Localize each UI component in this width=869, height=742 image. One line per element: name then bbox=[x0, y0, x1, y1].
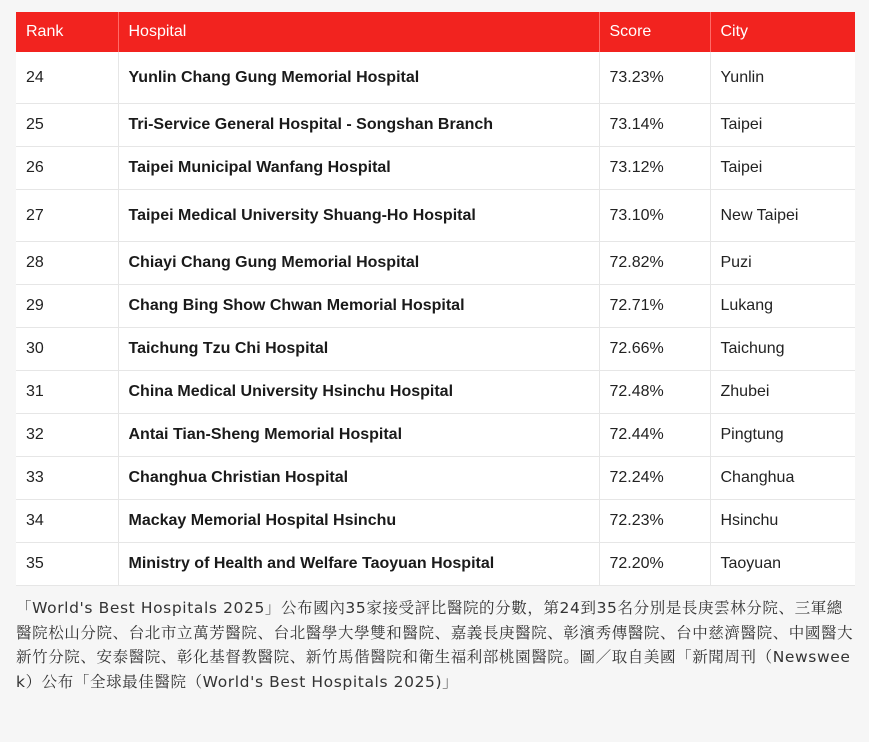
score-cell: 73.12% bbox=[599, 147, 710, 190]
table-row bbox=[16, 285, 855, 328]
hospital-cell: Taichung Tzu Chi Hospital bbox=[118, 328, 599, 371]
score-cell: 72.23% bbox=[599, 500, 710, 543]
score-cell: 73.23% bbox=[599, 52, 710, 104]
table-row bbox=[16, 242, 855, 285]
hospital-cell: Changhua Christian Hospital bbox=[118, 457, 599, 500]
city-cell: Hsinchu bbox=[710, 500, 855, 543]
table-row bbox=[16, 543, 855, 586]
rank-cell: 32 bbox=[16, 414, 118, 457]
table-row bbox=[16, 371, 855, 414]
table-row bbox=[16, 414, 855, 457]
rank-cell: 33 bbox=[16, 457, 118, 500]
rank-cell: 34 bbox=[16, 500, 118, 543]
city-cell: Taipei bbox=[710, 147, 855, 190]
hospital-cell: Chang Bing Show Chwan Memorial Hospital bbox=[118, 285, 599, 328]
city-cell: Changhua bbox=[710, 457, 855, 500]
score-cell: 72.48% bbox=[599, 371, 710, 414]
score-cell: 72.44% bbox=[599, 414, 710, 457]
ranking-table bbox=[16, 12, 855, 586]
header-rank: Rank bbox=[16, 12, 118, 52]
hospital-cell: Yunlin Chang Gung Memorial Hospital bbox=[118, 52, 599, 104]
score-cell: 72.20% bbox=[599, 543, 710, 586]
hospital-cell: Taipei Municipal Wanfang Hospital bbox=[118, 147, 599, 190]
hospital-cell: China Medical University Hsinchu Hospital bbox=[118, 371, 599, 414]
table-header bbox=[16, 12, 855, 52]
city-cell: Yunlin bbox=[710, 52, 855, 104]
rank-cell: 30 bbox=[16, 328, 118, 371]
city-cell: Pingtung bbox=[710, 414, 855, 457]
rank-cell: 26 bbox=[16, 147, 118, 190]
table-row bbox=[16, 104, 855, 147]
ranking-table-container bbox=[16, 12, 855, 586]
header-score: Score bbox=[599, 12, 710, 52]
city-cell: Lukang bbox=[710, 285, 855, 328]
hospital-cell: Ministry of Health and Welfare Taoyuan Hospital bbox=[118, 543, 599, 586]
rank-cell: 35 bbox=[16, 543, 118, 586]
hospital-cell: Tri-Service General Hospital - Songshan Branch bbox=[118, 104, 599, 147]
score-cell: 72.82% bbox=[599, 242, 710, 285]
score-cell: 73.10% bbox=[599, 190, 710, 242]
score-cell: 72.24% bbox=[599, 457, 710, 500]
header-row bbox=[16, 12, 855, 52]
header-hospital: Hospital bbox=[118, 12, 599, 52]
header-city: City bbox=[710, 12, 855, 52]
rank-cell: 24 bbox=[16, 52, 118, 104]
rank-cell: 31 bbox=[16, 371, 118, 414]
table-body bbox=[16, 52, 855, 586]
photo-caption: 「World's Best Hospitals 2025」公布國內35家接受評比醫院的分數，第24到35名分別是長庚雲林分院、三軍總醫院松山分院、台北市立萬芳醫院、台北醫學大學雙和醫院、嘉義長庚醫院、彰濱秀傳醫院、台中慈濟醫院、中國醫大新竹分院、安泰醫院、彰化基督教醫院、新竹馬偕醫院和衛生福利部桃園醫院。圖／取自美國「新聞周刊（Newsweek）公布「全球最佳醫院（World's Best Hospitals 2025)」 bbox=[16, 599, 854, 691]
rank-cell: 27 bbox=[16, 190, 118, 242]
score-cell: 72.71% bbox=[599, 285, 710, 328]
city-cell: Taoyuan bbox=[710, 543, 855, 586]
table-row bbox=[16, 147, 855, 190]
table-row bbox=[16, 500, 855, 543]
hospital-cell: Taipei Medical University Shuang-Ho Hospital bbox=[118, 190, 599, 242]
city-cell: New Taipei bbox=[710, 190, 855, 242]
hospital-cell: Mackay Memorial Hospital Hsinchu bbox=[118, 500, 599, 543]
table-row bbox=[16, 457, 855, 500]
rank-cell: 25 bbox=[16, 104, 118, 147]
table-row bbox=[16, 328, 855, 371]
city-cell: Puzi bbox=[710, 242, 855, 285]
hospital-cell: Chiayi Chang Gung Memorial Hospital bbox=[118, 242, 599, 285]
city-cell: Zhubei bbox=[710, 371, 855, 414]
score-cell: 72.66% bbox=[599, 328, 710, 371]
table-row bbox=[16, 190, 855, 242]
rank-cell: 29 bbox=[16, 285, 118, 328]
table-row bbox=[16, 52, 855, 104]
city-cell: Taichung bbox=[710, 328, 855, 371]
hospital-cell: Antai Tian-Sheng Memorial Hospital bbox=[118, 414, 599, 457]
rank-cell: 28 bbox=[16, 242, 118, 285]
score-cell: 73.14% bbox=[599, 104, 710, 147]
city-cell: Taipei bbox=[710, 104, 855, 147]
